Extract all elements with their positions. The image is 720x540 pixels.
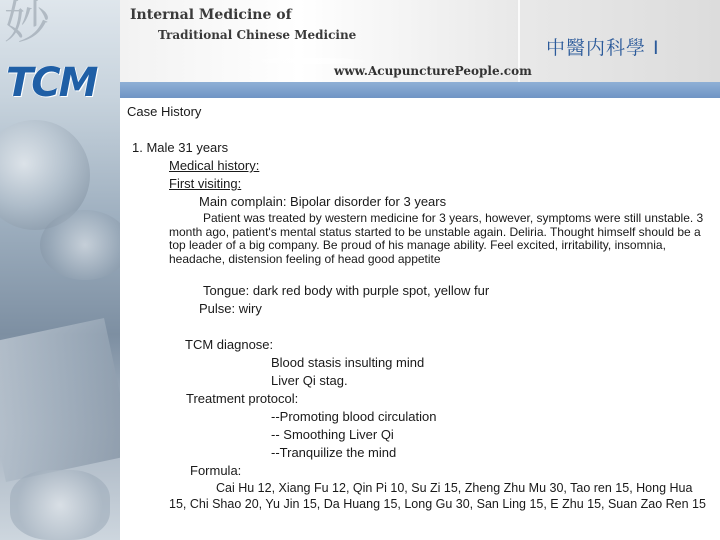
protocol-label: Treatment protocol: xyxy=(186,391,299,406)
formula-text: Cai Hu 12, Xiang Fu 12, Qin Pi 10, Su Zi 15, Zheng Zhu Mu 30, Tao ren 15, Hong Hua 15, Chi Shao 20, Yu Jin 15, Da Huang 15, Long Gu 30, San Ling 15, E Zhu 15, Suan Zao Ren 15 xyxy=(169,481,706,511)
diagnosis-item: Blood stasis insulting mind xyxy=(271,355,425,370)
patient-info: 1. Male 31 years xyxy=(132,140,229,155)
chinese-title: 中醫内科學 I xyxy=(546,37,660,59)
calligraphy-watermark: 妙 xyxy=(4,0,50,49)
protocol-item: --Promoting blood circulation xyxy=(271,409,437,424)
header-accent-bar xyxy=(120,82,720,98)
website-url: www.AcupuncturePeople.com xyxy=(334,64,532,78)
header-title-line2: Traditional Chinese Medicine xyxy=(158,28,357,42)
decorative-shape xyxy=(0,318,120,482)
tongue-finding: Tongue: dark red body with purple spot, yellow fur xyxy=(203,283,490,298)
section-heading: Case History xyxy=(127,104,202,119)
history-paragraph: Patient was treated by western medicine for 3 years, however, symptoms were still unstable. 3 month ago, patient's mental status started to be unstable again. Deliria. Thought himself should be a top leader of a big company. Be proud of his manage ability. Feel excited, irritability, insomnia, headache, distension feeling of head good appetite xyxy=(169,211,704,266)
sidebar-artwork xyxy=(0,0,120,540)
decorative-shape xyxy=(40,210,120,280)
header-title-line1: Internal Medicine of xyxy=(130,7,292,23)
diagnose-label: TCM diagnose: xyxy=(185,337,274,352)
medical-history-label: Medical history: xyxy=(169,158,260,173)
decorative-shape xyxy=(10,470,110,540)
formula-label: Formula: xyxy=(190,463,242,478)
tcm-logo: TCM xyxy=(6,60,97,106)
header-banner xyxy=(120,0,720,82)
main-complaint: Main complain: Bipolar disorder for 3 years xyxy=(199,194,447,209)
diagnosis-item: Liver Qi stag. xyxy=(271,373,348,388)
first-visit-label: First visiting: xyxy=(169,176,242,191)
protocol-item: --Tranquilize the mind xyxy=(271,445,397,460)
pulse-finding: Pulse: wiry xyxy=(199,301,262,316)
protocol-item: -- Smoothing Liver Qi xyxy=(271,427,394,442)
